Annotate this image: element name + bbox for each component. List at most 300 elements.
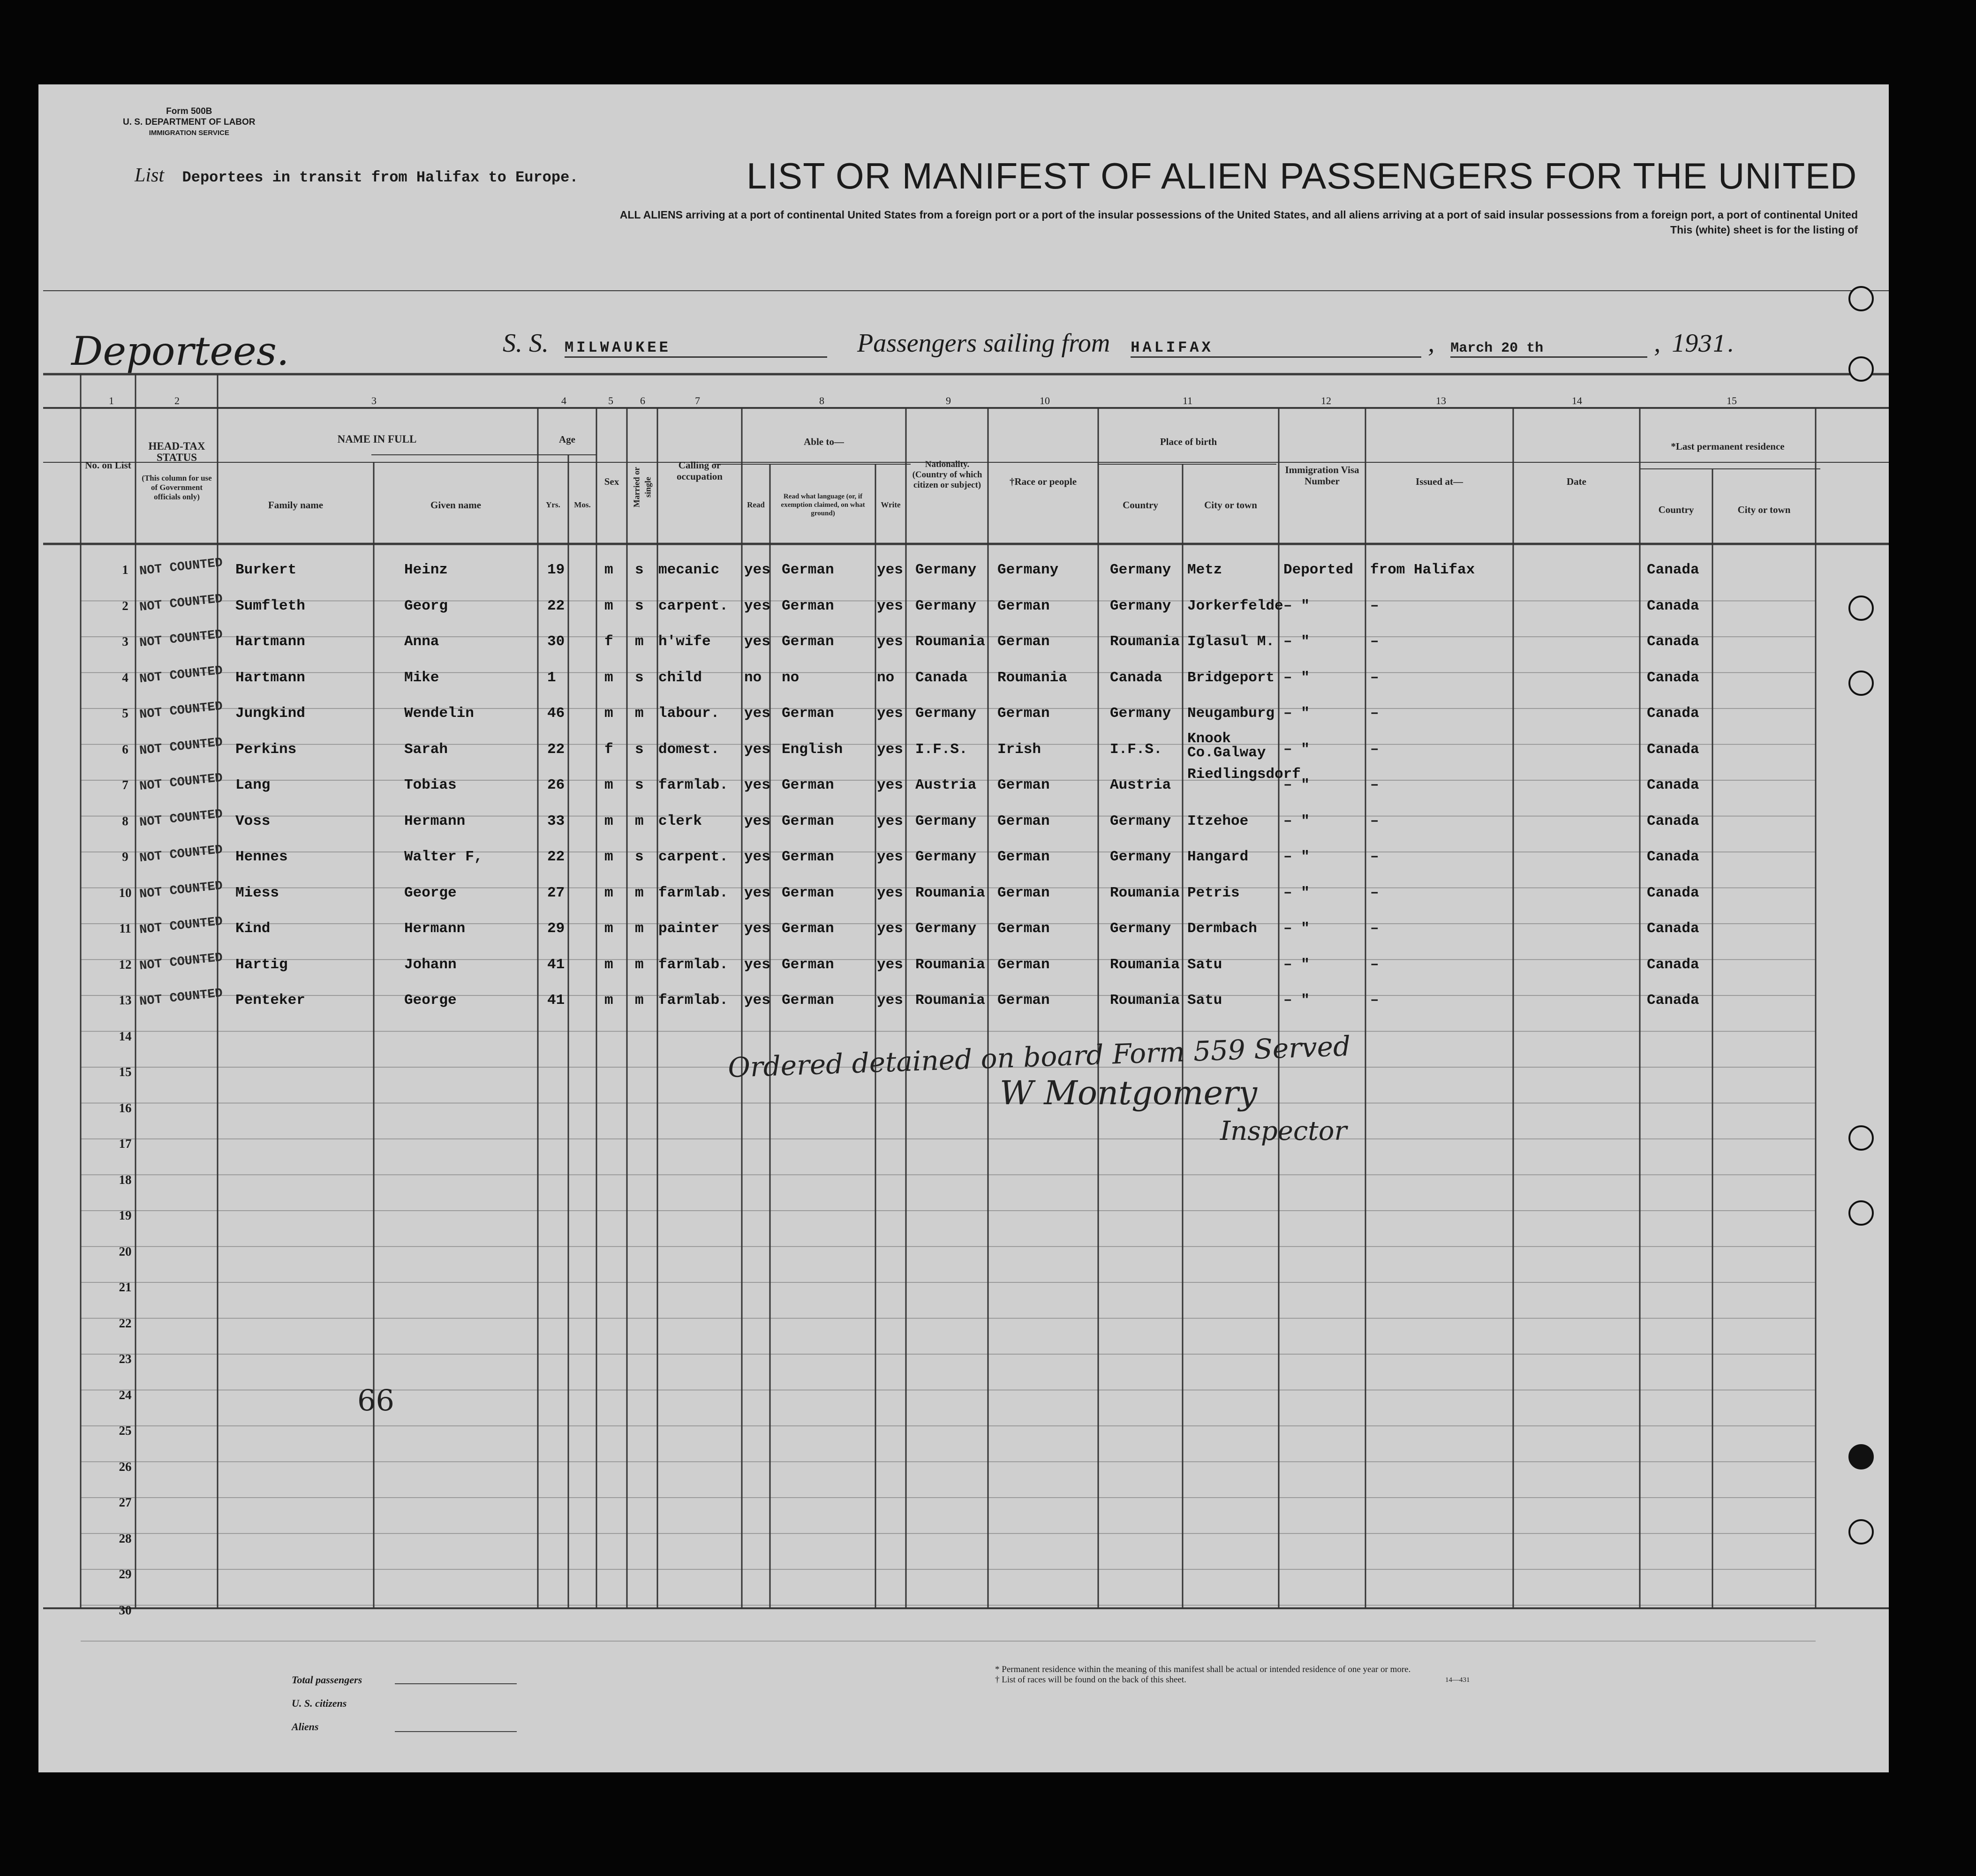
birth-city-cell: Metz: [1187, 562, 1222, 578]
row-number: 12: [119, 957, 132, 972]
write-cell: yes: [877, 992, 903, 1009]
header-given-name: Given name: [430, 499, 481, 511]
race-cell: Germany: [997, 562, 1059, 578]
birth-country-cell: Austria: [1110, 777, 1171, 793]
not-counted-stamp: NOT COUNTED: [138, 663, 224, 686]
visa-cell: – ": [1283, 705, 1310, 722]
race-cell: German: [997, 597, 1050, 614]
age-cell: 22: [547, 597, 565, 614]
header-married: Married or single: [632, 467, 653, 508]
ship-name: MILWAUKEE: [565, 339, 827, 358]
occupation-cell: farmlab.: [658, 777, 728, 793]
sex-cell: m: [604, 813, 613, 829]
marital-cell: m: [635, 992, 644, 1009]
residence-country-cell: Canada: [1647, 777, 1699, 793]
sailing-port: HALIFAX: [1131, 339, 1421, 358]
footnote-2: † List of races will be found on the back of this sheet.: [995, 1675, 1186, 1685]
issued-at-cell: –: [1370, 992, 1379, 1009]
read-cell: yes: [744, 956, 770, 973]
write-cell: yes: [877, 920, 903, 937]
row-number: 4: [122, 670, 128, 685]
marital-cell: s: [635, 562, 644, 578]
residence-country-cell: Canada: [1647, 633, 1699, 650]
issued-at-cell: –: [1370, 633, 1379, 650]
column-number: 10: [1040, 395, 1050, 407]
birth-city-cell: Neugamburg: [1187, 705, 1275, 722]
nationality-cell: Roumania: [915, 992, 985, 1009]
row-number: 17: [119, 1137, 132, 1151]
birth-city-cell: Petris: [1187, 884, 1240, 901]
language-cell: German: [782, 956, 834, 973]
row-number: 27: [119, 1495, 132, 1509]
residence-country-cell: Canada: [1647, 884, 1699, 901]
list-line: [135, 164, 578, 187]
column-number: 1: [109, 395, 114, 407]
language-cell: German: [782, 633, 834, 650]
birth-country-cell: Germany: [1110, 813, 1171, 829]
header-place-of-birth: Place of birth: [1160, 436, 1217, 447]
write-cell: yes: [877, 849, 903, 865]
row-number: 5: [122, 706, 128, 720]
race-cell: German: [997, 777, 1050, 793]
birth-city-cell: Iglasul M.: [1187, 633, 1275, 650]
header-sex: Sex: [604, 476, 619, 487]
visa-cell: – ": [1283, 777, 1310, 793]
family-name-cell: Hartmann: [235, 633, 305, 650]
family-name-cell: Penteker: [235, 992, 305, 1009]
row-number: 29: [119, 1567, 132, 1581]
given-name-cell: Mike: [404, 669, 439, 686]
write-cell: no: [877, 669, 895, 686]
birth-country-cell: Germany: [1110, 562, 1171, 578]
family-name-cell: Sumfleth: [235, 597, 305, 614]
nationality-cell: Germany: [915, 849, 977, 865]
race-cell: Roumania: [997, 669, 1067, 686]
age-cell: 1: [547, 669, 556, 686]
row-number: 16: [119, 1100, 132, 1115]
race-cell: German: [997, 920, 1050, 937]
marital-cell: m: [635, 705, 644, 722]
write-cell: yes: [877, 741, 903, 758]
birth-city-cell: Hangard: [1187, 849, 1249, 865]
not-counted-stamp: NOT COUNTED: [138, 986, 224, 1010]
row-number: 8: [122, 814, 128, 828]
language-cell: German: [782, 777, 834, 793]
birth-city-cell: Satu: [1187, 956, 1222, 973]
read-cell: yes: [744, 562, 770, 578]
issued-at-cell: –: [1370, 597, 1379, 614]
visa-cell: – ": [1283, 920, 1310, 937]
row-number: 6: [122, 742, 128, 756]
aliens-label: Aliens: [292, 1721, 319, 1733]
header-age: Age: [559, 434, 575, 445]
nationality-cell: Roumania: [915, 633, 985, 650]
sex-cell: f: [604, 633, 613, 650]
handwritten-label: Deportees.: [71, 328, 289, 374]
column-number: 3: [371, 395, 377, 407]
race-cell: German: [997, 849, 1050, 865]
birth-country-cell: Germany: [1110, 849, 1171, 865]
occupation-cell: labour.: [658, 705, 720, 722]
header-calling: Calling or occupation: [676, 460, 723, 482]
family-name-cell: Kind: [235, 920, 271, 937]
visa-cell: – ": [1283, 633, 1310, 650]
issued-at-cell: –: [1370, 849, 1379, 865]
header-mos: Mos.: [574, 500, 591, 509]
family-name-cell: Jungkind: [235, 705, 305, 722]
column-number: 11: [1183, 395, 1193, 407]
row-number: 24: [119, 1387, 132, 1402]
language-cell: German: [782, 920, 834, 937]
occupation-cell: h'wife: [658, 633, 711, 650]
birth-country-cell: Germany: [1110, 705, 1171, 722]
header-head-tax-note: (This column for use of Government officials only): [142, 474, 212, 501]
write-cell: yes: [877, 813, 903, 829]
nationality-cell: Roumania: [915, 884, 985, 901]
nationality-cell: Germany: [915, 813, 977, 829]
age-cell: 30: [547, 633, 565, 650]
occupation-cell: painter: [658, 920, 720, 937]
issued-at-cell: –: [1370, 956, 1379, 973]
header-able-to: Able to—: [804, 436, 844, 447]
page-title: LIST OR MANIFEST OF ALIEN PASSENGERS FOR THE UNITED: [747, 155, 1857, 196]
row-number: 11: [119, 921, 131, 935]
given-name-cell: Anna: [404, 633, 439, 650]
birth-city-cell: Riedlingsdorf: [1187, 766, 1301, 783]
age-cell: 33: [547, 813, 565, 829]
given-name-cell: Hermann: [404, 813, 466, 829]
write-cell: yes: [877, 597, 903, 614]
language-cell: German: [782, 597, 834, 614]
marital-cell: m: [635, 813, 644, 829]
visa-cell: Deported: [1283, 562, 1353, 578]
not-counted-stamp: NOT COUNTED: [138, 843, 224, 866]
family-name-cell: Hartmann: [235, 669, 305, 686]
header-no-on-list: No. on List: [85, 460, 131, 471]
marital-cell: s: [635, 669, 644, 686]
language-cell: German: [782, 562, 834, 578]
occupation-cell: domest.: [658, 741, 720, 758]
language-cell: German: [782, 849, 834, 865]
row-number: 18: [119, 1172, 132, 1187]
read-cell: yes: [744, 992, 770, 1009]
manifest-sheet: [38, 84, 1889, 1772]
sex-cell: m: [604, 597, 613, 614]
read-cell: yes: [744, 705, 770, 722]
not-counted-stamp: NOT COUNTED: [138, 950, 224, 973]
marital-cell: m: [635, 920, 644, 937]
visa-cell: – ": [1283, 884, 1310, 901]
totals-lines: [395, 1683, 517, 1732]
birth-country-cell: Roumania: [1110, 956, 1180, 973]
header-issued-at: Issued at—: [1416, 476, 1463, 487]
ship-prefix: S. S.: [503, 329, 549, 358]
given-name-cell: Tobias: [404, 777, 457, 793]
header-date: Date: [1567, 476, 1586, 487]
header-write: Write: [881, 500, 901, 509]
binder-hole: [1848, 595, 1874, 621]
birth-country-cell: Roumania: [1110, 992, 1180, 1009]
nationality-cell: Germany: [915, 562, 977, 578]
residence-country-cell: Canada: [1647, 669, 1699, 686]
subtitle-line-1: ALL ALIENS arriving at a port of continental United States from a foreign port or a port of the insular possessions of the United States, and all aliens arriving at a port of said insular possessions from a foreign port, a port of continental United: [619, 209, 1858, 221]
row-number: 14: [119, 1029, 132, 1043]
language-cell: English: [782, 741, 843, 758]
language-cell: German: [782, 813, 834, 829]
row-number: 7: [122, 778, 128, 792]
residence-country-cell: Canada: [1647, 562, 1699, 578]
header-race: †Race or people: [1009, 476, 1077, 487]
residence-country-cell: Canada: [1647, 992, 1699, 1009]
birth-country-cell: Roumania: [1110, 633, 1180, 650]
visa-cell: – ": [1283, 741, 1310, 758]
race-cell: German: [997, 956, 1050, 973]
column-number: 5: [608, 395, 613, 407]
column-number: 15: [1727, 395, 1737, 407]
row-number: 28: [119, 1531, 132, 1545]
sex-cell: m: [604, 562, 613, 578]
birth-country-cell: Roumania: [1110, 884, 1180, 901]
issued-at-cell: –: [1370, 884, 1379, 901]
footnote-code: 14—431: [1445, 1676, 1470, 1684]
marital-cell: s: [635, 741, 644, 758]
residence-country-cell: Canada: [1647, 849, 1699, 865]
inspector-signature: W Montgomery: [1000, 1074, 1257, 1112]
birth-city-cell: Knook Co.Galway: [1187, 730, 1266, 761]
language-cell: German: [782, 884, 834, 901]
occupation-cell: child: [658, 669, 702, 686]
issued-at-cell: –: [1370, 669, 1379, 686]
total-passengers-label: Total passengers: [292, 1674, 362, 1686]
occupation-cell: mecanic: [658, 562, 720, 578]
issued-at-cell: –: [1370, 920, 1379, 937]
column-number: 7: [695, 395, 700, 407]
column-number: 9: [946, 395, 951, 407]
header-pob-city: City or town: [1204, 499, 1257, 511]
read-cell: yes: [744, 633, 770, 650]
sex-cell: m: [604, 849, 613, 865]
family-name-cell: Hartig: [235, 956, 288, 973]
issued-at-cell: –: [1370, 777, 1379, 793]
read-cell: yes: [744, 777, 770, 793]
list-text: Deportees in transit from Halifax to Europe.: [182, 169, 579, 186]
read-cell: yes: [744, 741, 770, 758]
binder-hole: [1848, 1444, 1874, 1469]
form-identifier: [123, 106, 256, 138]
language-cell: German: [782, 992, 834, 1009]
sex-cell: m: [604, 705, 613, 722]
given-name-cell: George: [404, 884, 457, 901]
header-visa: Immigration Visa Number: [1285, 464, 1359, 487]
birth-country-cell: Germany: [1110, 920, 1171, 937]
column-number: 8: [819, 395, 824, 407]
binder-hole: [1848, 671, 1874, 696]
read-cell: yes: [744, 813, 770, 829]
form-number: Form 500B: [166, 106, 212, 116]
not-counted-stamp: NOT COUNTED: [138, 879, 224, 902]
residence-country-cell: Canada: [1647, 956, 1699, 973]
list-prefix: List: [135, 165, 165, 186]
footnote-1: * Permanent residence within the meaning of this manifest shall be actual or intended residence of one year or more.: [995, 1665, 1411, 1674]
inspector-role: Inspector: [1220, 1116, 1347, 1146]
visa-cell: – ": [1283, 849, 1310, 865]
row-number: 9: [122, 850, 128, 864]
nationality-cell: I.F.S.: [915, 741, 968, 758]
write-cell: yes: [877, 633, 903, 650]
sailing-date: March 20 th: [1450, 340, 1647, 358]
row-number: 30: [119, 1603, 132, 1617]
residence-country-cell: Canada: [1647, 741, 1699, 758]
year-suffix: 31.: [1698, 331, 1734, 357]
visa-cell: – ": [1283, 813, 1310, 829]
given-name-cell: George: [404, 992, 457, 1009]
marital-cell: s: [635, 597, 644, 614]
visa-cell: – ": [1283, 597, 1310, 614]
given-name-cell: Walter F,: [404, 849, 483, 865]
marital-cell: m: [635, 956, 644, 973]
race-cell: German: [997, 813, 1050, 829]
family-name-cell: Lang: [235, 777, 271, 793]
race-cell: German: [997, 633, 1050, 650]
sex-cell: m: [604, 956, 613, 973]
nationality-cell: Germany: [915, 597, 977, 614]
given-name-cell: Wendelin: [404, 705, 474, 722]
row-number: 2: [122, 598, 128, 613]
header-last-residence: *Last permanent residence: [1671, 441, 1785, 452]
marital-cell: s: [635, 849, 644, 865]
row-number: 15: [119, 1065, 132, 1079]
nationality-cell: Canada: [915, 669, 968, 686]
birth-country-cell: I.F.S.: [1110, 741, 1162, 758]
language-cell: no: [782, 669, 799, 686]
page-subtitle: [404, 207, 1858, 237]
birth-city-cell: Bridgeport: [1187, 669, 1275, 686]
nationality-cell: Roumania: [915, 956, 985, 973]
write-cell: yes: [877, 956, 903, 973]
visa-cell: – ": [1283, 956, 1310, 973]
row-number: 13: [119, 993, 132, 1007]
read-cell: yes: [744, 597, 770, 614]
residence-country-cell: Canada: [1647, 705, 1699, 722]
ship-line: S. S. MILWAUKEE Passengers sailing from HALIFAX , March 20 th , 1931.: [503, 329, 1734, 358]
sex-cell: m: [604, 669, 613, 686]
row-number: 26: [119, 1459, 132, 1474]
race-cell: German: [997, 884, 1050, 901]
age-cell: 26: [547, 777, 565, 793]
race-cell: German: [997, 705, 1050, 722]
header-res-country: Country: [1658, 504, 1694, 515]
read-cell: yes: [744, 849, 770, 865]
nationality-cell: Germany: [915, 920, 977, 937]
year-prefix: 19: [1672, 329, 1698, 358]
read-cell: yes: [744, 920, 770, 937]
age-cell: 41: [547, 992, 565, 1009]
column-number: 13: [1436, 395, 1446, 407]
column-number: 4: [561, 395, 566, 407]
binder-hole: [1848, 356, 1874, 382]
row-number: 22: [119, 1316, 132, 1330]
binder-hole: [1848, 1200, 1874, 1226]
issued-at-cell: –: [1370, 813, 1379, 829]
occupation-cell: carpent.: [658, 597, 728, 614]
nationality-cell: Germany: [915, 705, 977, 722]
header-head-tax: HEAD-TAX STATUS: [148, 440, 205, 463]
column-number: 2: [174, 395, 180, 407]
write-cell: yes: [877, 705, 903, 722]
not-counted-stamp: NOT COUNTED: [138, 807, 224, 830]
occupation-cell: farmlab.: [658, 884, 728, 901]
race-cell: Irish: [997, 741, 1041, 758]
sailing-label: Passengers sailing from: [857, 329, 1110, 358]
age-cell: 22: [547, 849, 565, 865]
write-cell: yes: [877, 884, 903, 901]
column-number: 14: [1572, 395, 1582, 407]
given-name-cell: Heinz: [404, 562, 448, 578]
issued-at-cell: –: [1370, 705, 1379, 722]
header-res-city: City or town: [1737, 504, 1791, 515]
not-counted-stamp: NOT COUNTED: [138, 771, 224, 794]
family-name-cell: Hennes: [235, 849, 288, 865]
column-number: 6: [640, 395, 645, 407]
us-citizens-label: U. S. citizens: [292, 1697, 347, 1709]
row-number: 25: [119, 1424, 132, 1438]
binder-hole: [1848, 286, 1874, 311]
birth-city-cell: Jorkerfelde: [1187, 597, 1283, 614]
not-counted-stamp: NOT COUNTED: [138, 556, 224, 579]
family-name-cell: Voss: [235, 813, 271, 829]
language-cell: German: [782, 705, 834, 722]
not-counted-stamp: NOT COUNTED: [138, 592, 224, 615]
not-counted-stamp: NOT COUNTED: [138, 627, 224, 651]
occupation-cell: farmlab.: [658, 956, 728, 973]
age-cell: 19: [547, 562, 565, 578]
subtitle-line-2: This (white) sheet is for the listing of: [1670, 224, 1858, 236]
issued-at-cell: –: [1370, 741, 1379, 758]
birth-country-cell: Germany: [1110, 597, 1171, 614]
header-pob-country: Country: [1123, 499, 1158, 511]
pencil-number: 66: [357, 1383, 394, 1417]
age-cell: 29: [547, 920, 565, 937]
age-cell: 46: [547, 705, 565, 722]
service-name: IMMIGRATION SERVICE: [149, 129, 229, 137]
not-counted-stamp: NOT COUNTED: [138, 914, 224, 938]
visa-cell: – ": [1283, 992, 1310, 1009]
birth-city-cell: Dermbach: [1187, 920, 1257, 937]
given-name-cell: Sarah: [404, 741, 448, 758]
row-number: 21: [119, 1280, 132, 1294]
occupation-cell: carpent.: [658, 849, 728, 865]
family-name-cell: Perkins: [235, 741, 297, 758]
row-number: 19: [119, 1208, 132, 1222]
not-counted-stamp: NOT COUNTED: [138, 699, 224, 723]
sex-cell: m: [604, 920, 613, 937]
given-name-cell: Johann: [404, 956, 457, 973]
marital-cell: m: [635, 884, 644, 901]
family-name-cell: Miess: [235, 884, 279, 901]
residence-country-cell: Canada: [1647, 597, 1699, 614]
header-family-name: Family name: [268, 499, 324, 511]
age-cell: 27: [547, 884, 565, 901]
marital-cell: s: [635, 777, 644, 793]
family-name-cell: Burkert: [235, 562, 297, 578]
residence-country-cell: Canada: [1647, 813, 1699, 829]
detention-note: Ordered detained on board Form 559 Served: [727, 1030, 1351, 1084]
read-cell: no: [744, 669, 762, 686]
read-cell: yes: [744, 884, 770, 901]
nationality-cell: Austria: [915, 777, 977, 793]
header-name-in-full: NAME IN FULL: [337, 433, 417, 445]
residence-country-cell: Canada: [1647, 920, 1699, 937]
